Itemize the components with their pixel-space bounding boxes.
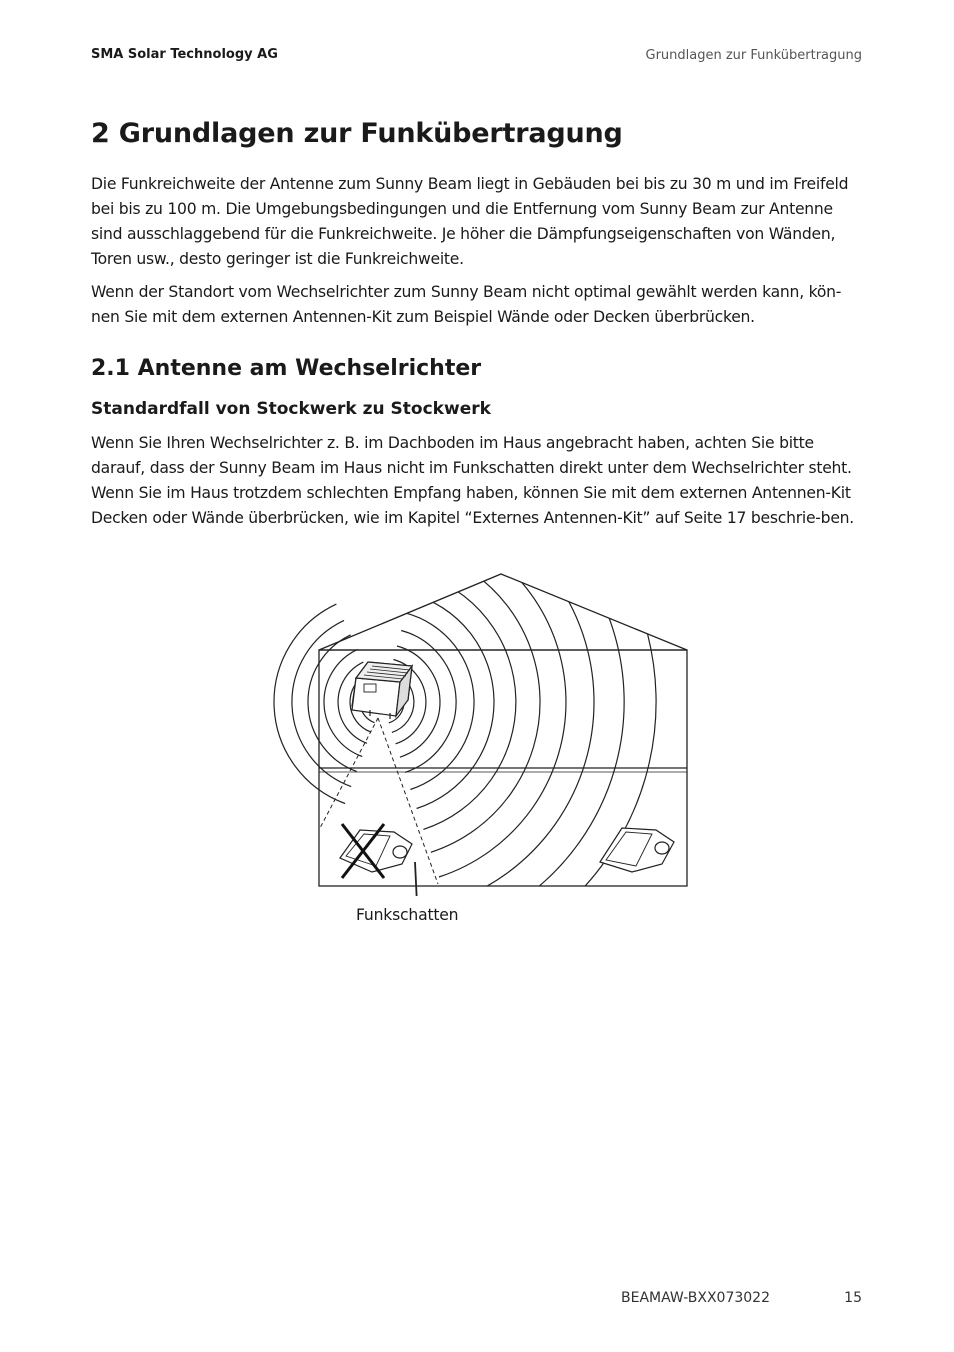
section-subtitle: Standardfall von Stockwerk zu Stockwerk <box>91 399 491 419</box>
chapter-title: 2 Grundlagen zur Funkübertragung <box>91 118 623 149</box>
chapter-paragraph-1: Die Funkreichweite der Antenne zum Sunny Beam liegt in Gebäuden bei bis zu 30 m und im Freifeld bei bis zu 100 m. Die Umgebungsbedingungen und die Entfernung vom Sunny Beam zur Antenne sind ausschlaggebend für die Funkreichweite. Je höher die Dämpfungseigenschaften von Wänden, Toren usw., desto geringer ist die Funkreichweite. <box>91 175 849 268</box>
footer-doc-code: BEAMAW-BXX073022 <box>621 1290 770 1306</box>
figure-label-funkschatten: Funkschatten <box>356 906 459 924</box>
wave-arc-right <box>445 566 625 896</box>
section-paragraph: Wenn Sie Ihren Wechselrichter z. B. im Dachboden im Haus angebracht haben, achten Sie bitte darauf, dass der Sunny Beam im Haus nicht im Funkschatten direkt unter dem Wechselrichter steht. Wenn Sie im Haus trotzdem schlechten Empfang haben, können Sie mit dem externen Antennen-Kit Decken oder Wände überbrücken, wie im Kapitel “Externes Antennen-Kit” auf Seite 17 beschrie-ben. <box>91 434 855 527</box>
section-title: 2.1 Antenne am Wechselrichter <box>91 356 482 381</box>
wave-arc-left <box>308 635 357 772</box>
wave-arc-right <box>417 573 516 830</box>
wave-arc-right <box>411 594 494 809</box>
label-leader-line <box>415 862 417 896</box>
wave-arc-left <box>292 620 351 786</box>
header-section: Grundlagen zur Funkübertragung <box>645 48 862 63</box>
chapter-paragraph-2: Wenn der Standort vom Wechselrichter zum Sunny Beam nicht optimal gewählt werden kann, kön-nen Sie mit dem externen Antennen-Kit zum Beispiel Wände oder Decken überbrücken. <box>91 283 842 326</box>
wave-arc-left <box>274 604 345 803</box>
wave-arc-right <box>401 631 456 773</box>
sunny-beam-display-icon-right <box>600 828 674 872</box>
footer-page-number: 15 <box>844 1290 862 1306</box>
wave-arc-right <box>437 566 594 896</box>
radio-shadow-figure <box>260 566 700 896</box>
header-company: SMA Solar Technology AG <box>91 47 278 62</box>
wave-arc-right <box>423 566 540 852</box>
